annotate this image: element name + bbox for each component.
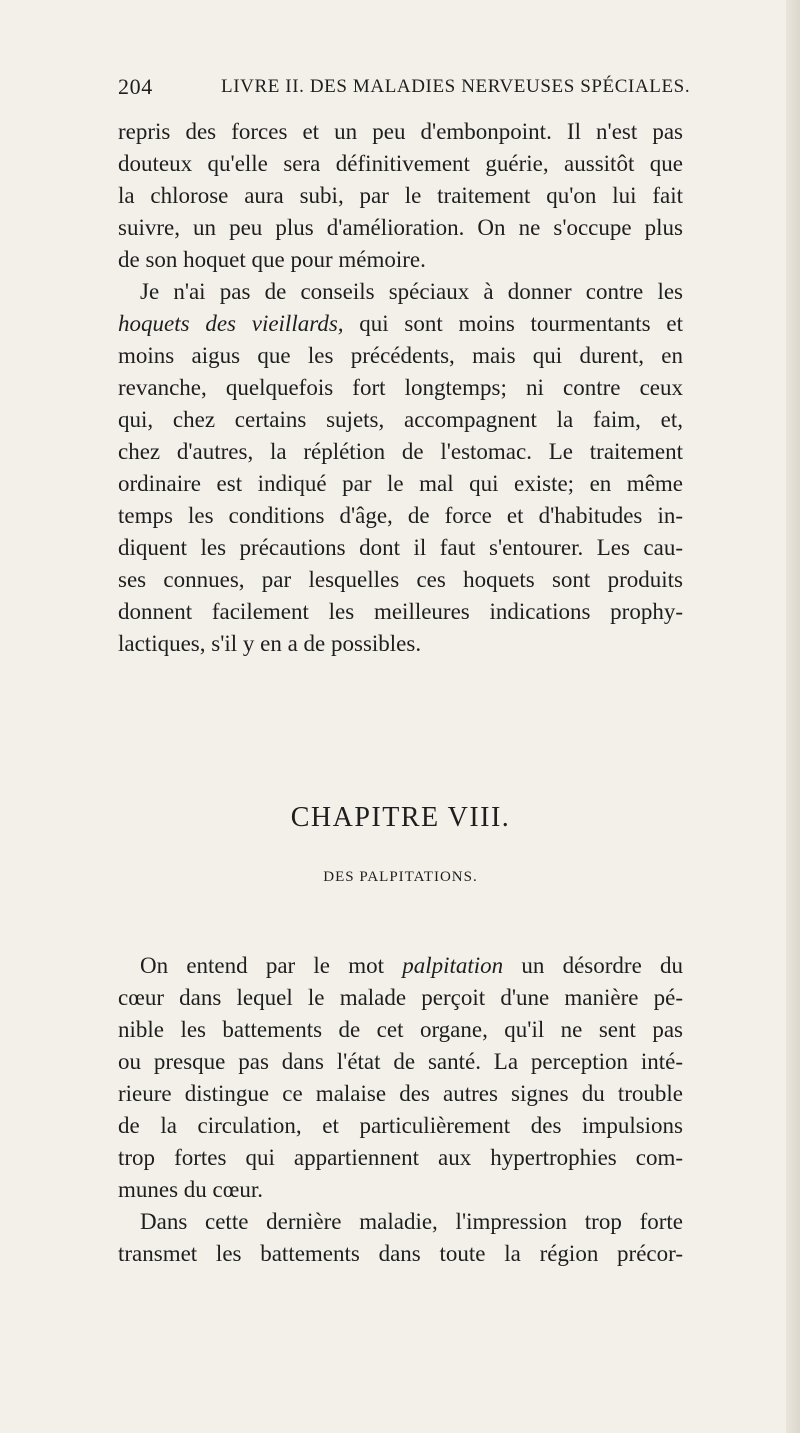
text-line: Dans cette dernière maladie, l'impression trop forte bbox=[140, 1209, 683, 1234]
page-number: 204 bbox=[118, 74, 153, 99]
text-line: donnent facilement les meilleures indications prophy- bbox=[118, 599, 683, 624]
text-line: ordinaire est indiqué par le mal qui existe; en même bbox=[118, 471, 683, 496]
text-line: qui, chez certains sujets, accompagnent la faim, et, bbox=[118, 407, 683, 432]
text-line: cœur dans lequel le malade perçoit d'une manière pé- bbox=[118, 985, 683, 1010]
text-line: suivre, un peu plus d'amélioration. On ne s'occupe plus bbox=[118, 215, 683, 240]
text-line: lactiques, s'il y en a de possibles. bbox=[118, 631, 422, 656]
text-line-mixed bbox=[118, 308, 683, 340]
text-span: qui sont moins tourmentants et bbox=[343, 311, 683, 336]
text-line: diquent les précautions dont il faut s'entourer. Les cau- bbox=[118, 535, 683, 560]
chapter-subtitle: DES PALPITATIONS. bbox=[323, 869, 478, 885]
text-block-top bbox=[118, 116, 683, 660]
text-line: repris des forces et un peu d'embonpoint. Il n'est pas bbox=[118, 119, 683, 144]
text-line: temps les conditions d'âge, de force et d'habitudes in- bbox=[118, 503, 683, 528]
text-line: ou presque pas dans l'état de santé. La perception inté- bbox=[118, 1049, 683, 1074]
text-span: un désordre du bbox=[503, 953, 683, 978]
italic-term: palpitation bbox=[402, 953, 504, 978]
text-line: de la circulation, et particulièrement des impulsions bbox=[118, 1113, 683, 1138]
text-line: rieure distingue ce malaise des autres signes du trouble bbox=[118, 1081, 683, 1106]
text-line: revanche, quelquefois fort longtemps; ni contre ceux bbox=[118, 375, 683, 400]
running-title: LIVRE II. DES MALADIES NERVEUSES SPÉCIALES. bbox=[221, 76, 691, 97]
text-line: de son hoquet que pour mémoire. bbox=[118, 247, 426, 272]
text-block-bottom bbox=[118, 950, 683, 1270]
running-head bbox=[118, 74, 718, 104]
text-line: Je n'ai pas de conseils spéciaux à donner contre les bbox=[140, 279, 683, 304]
italic-phrase: hoquets des vieillards, bbox=[118, 311, 344, 336]
text-line: trop fortes qui appartiennent aux hypertrophies com- bbox=[118, 1145, 683, 1170]
text-line: la chlorose aura subi, par le traitement qu'on lui fait bbox=[118, 183, 683, 208]
chapter-heading: CHAPITRE VIII. bbox=[290, 802, 511, 833]
text-span: On entend par le mot bbox=[140, 953, 403, 978]
page-edge bbox=[786, 0, 800, 1433]
text-line: moins aigus que les précédents, mais qui durent, en bbox=[118, 343, 683, 368]
text-line: transmet les battements dans toute la région précor- bbox=[118, 1241, 683, 1266]
text-line: chez d'autres, la réplétion de l'estomac. Le traitement bbox=[118, 439, 683, 464]
text-line: nible les battements de cet organe, qu'il ne sent pas bbox=[118, 1017, 683, 1042]
text-line: douteux qu'elle sera définitivement guérie, aussitôt que bbox=[118, 151, 683, 176]
text-line: munes du cœur. bbox=[118, 1177, 264, 1202]
text-line-mixed bbox=[118, 950, 683, 982]
text-line: ses connues, par lesquelles ces hoquets sont produits bbox=[118, 567, 683, 592]
